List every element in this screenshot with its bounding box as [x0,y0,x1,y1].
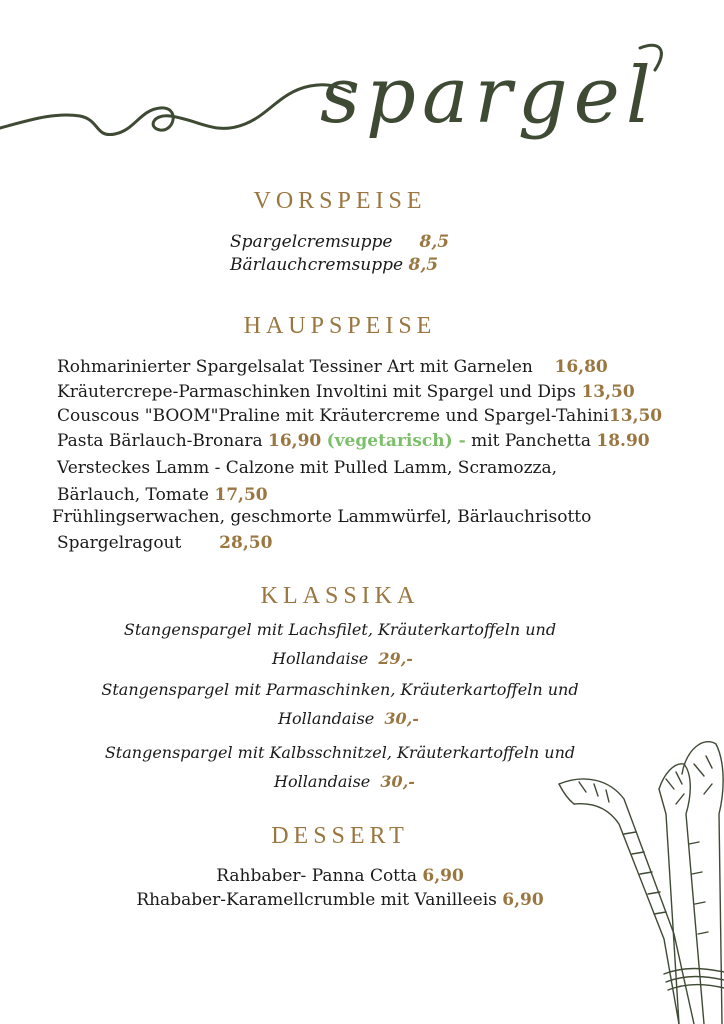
spargel-script-logo [0,30,724,160]
menu-item-fruehlingserwachen-line2 [57,533,272,553]
item-name: Spargelragout [57,533,182,553]
item-name: Pasta Bärlauch-Bronara [57,431,263,451]
menu-item-baerlauchcremsuppe [230,255,438,275]
item-variant: mit Panchetta [471,431,591,451]
item-price: 28,50 [219,533,273,553]
item-name: Bärlauchcremsuppe [230,255,404,275]
menu-item-lachsfilet-line2 [272,649,413,669]
item-name: Rhababer-Karamellcrumble mit Vanilleeis [136,890,497,910]
section-title-hauptspeise: HAUPSPEISE [243,313,437,339]
item-price: 16,90 [268,431,322,451]
item-variant-price: 18.90 [596,431,650,451]
vegetarian-label: (vegetarisch) - [326,431,466,451]
menu-item-kalbsschnitzel-line2 [274,772,415,792]
item-price: 30,- [384,709,419,728]
item-price: 17,50 [214,485,268,505]
item-price: 6,90 [502,890,544,910]
menu-item-lachsfilet-line1: Stangenspargel mit Lachsfilet, Kräuterkartoffeln und [123,620,557,639]
item-name: Bärlauch, Tomate [57,485,209,505]
item-price: 6,90 [422,866,464,886]
section-title-dessert: DESSERT [271,823,409,849]
item-price: 30,- [380,772,415,791]
asparagus-illustration [554,734,724,1024]
menu-item-lamm-calzone-line1: Versteckes Lamm - Calzone mit Pulled Lamm, Scramozza, [57,458,558,478]
section-title-klassika: KLASSIKA [260,583,420,609]
item-name: Rahbaber- Panna Cotta [216,866,417,886]
item-price: 29,- [378,649,413,668]
item-name: Spargelcremsuppe [230,232,393,252]
menu-item-kraeutercrepe [57,382,635,402]
item-name: Rohmarinierter Spargelsalat Tessiner Art mit Garnelen [57,357,533,377]
item-price: 13,50 [608,406,663,426]
menu-item-parmaschinken-line1: Stangenspargel mit Parmaschinken, Kräuterkartoffeln und [101,680,579,699]
menu-item-kalbsschnitzel-line1: Stangenspargel mit Kalbsschnitzel, Kräuterkartoffeln und [104,743,576,762]
item-name: Couscous "BOOM"Praline mit Kräutercreme und Spargel-Tahini [57,406,609,426]
menu-item-spargelcremsuppe [230,232,449,252]
item-price: 13,50 [581,382,635,402]
item-price: 8,5 [408,255,439,275]
menu-item-couscous [57,406,662,426]
item-name: Hollandaise [272,649,369,668]
item-name: Kräutercrepe-Parmaschinken Involtini mit Spargel und Dips [57,382,577,402]
item-name: Hollandaise [274,772,371,791]
script-title: spargel [320,51,657,141]
item-name: Hollandaise [278,709,375,728]
section-title-vorspeise: VORSPEISE [253,188,427,214]
menu-item-fruehlingserwachen-line1: Frühlingserwachen, geschmorte Lammwürfel, Bärlauchrisotto [52,507,592,527]
menu-item-pasta [57,431,650,451]
menu-item-spargelsalat [57,357,608,377]
menu-item-parmaschinken-line2 [278,709,419,729]
menu-item-lamm-calzone-line2 [57,485,268,505]
item-price: 8,5 [419,232,450,252]
item-price: 16,80 [554,357,608,377]
